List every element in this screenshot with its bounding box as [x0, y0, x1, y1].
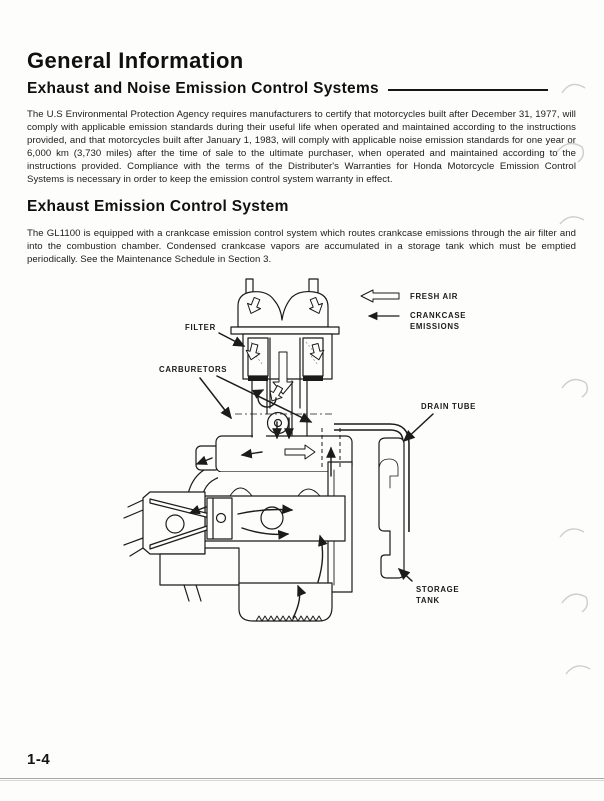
para-crankcase-system: The GL1100 is equipped with a crankcase emission control system which routes crankcase emissions through the air filter and into the combustion chamber. Condensed crankcase vapors are accumulated in a storage tank which must be emptied periodically. See the Maintenance Schedule in Section 3.: [27, 228, 576, 265]
legend-crankcase-label-line1: CRANKCASE: [410, 311, 467, 320]
label-drain-tube: DRAIN TUBE: [421, 402, 477, 411]
section-heading-exhaust-noise: Exhaust and Noise Emission Control Systems: [27, 80, 379, 97]
footer-rule-shadow: [0, 780, 604, 781]
label-filter: FILTER: [185, 323, 216, 332]
label-storage-tank-line2: TANK: [416, 596, 440, 605]
footer-rule: [0, 778, 604, 779]
label-storage-tank-line1: STORAGE: [416, 585, 460, 594]
legend-fresh-air-label: FRESH AIR: [410, 292, 459, 301]
para-emission-warranty: The U.S Environmental Protection Agency requires manufacturers to certify that motorcycles built after December 31, 1977, will comply with applicable emission standards during their useful life when operated and maintained according to the instructions provided, and that motorcycles built after January 1, 1983, will comply with applicable noise emission standards for one year or 6,000 km (3,730 miles) after the time of sale to the ultimate purchaser, when operated and maintained according to the instructions provided. Compliance with the terms of the Distributer's Warranties for Honda Motorcycle Emission Control Systems is necessary in order to keep the emission control system warranty in effect.: [27, 109, 576, 185]
legend-crankcase-label-line2: EMISSIONS: [410, 322, 460, 331]
label-carburetors: CARBURETORS: [159, 365, 228, 374]
diagram-legend: [361, 290, 466, 331]
page-number: 1-4: [27, 751, 51, 768]
engine-drawing: [124, 279, 406, 621]
page-curl-marks: [557, 84, 590, 674]
section-heading-exhaust-emission: Exhaust Emission Control System: [27, 198, 289, 215]
page-title: General Information: [27, 48, 244, 73]
fresh-air-arrow-icon: [361, 290, 399, 302]
storage-tank-drawing: [379, 438, 404, 578]
